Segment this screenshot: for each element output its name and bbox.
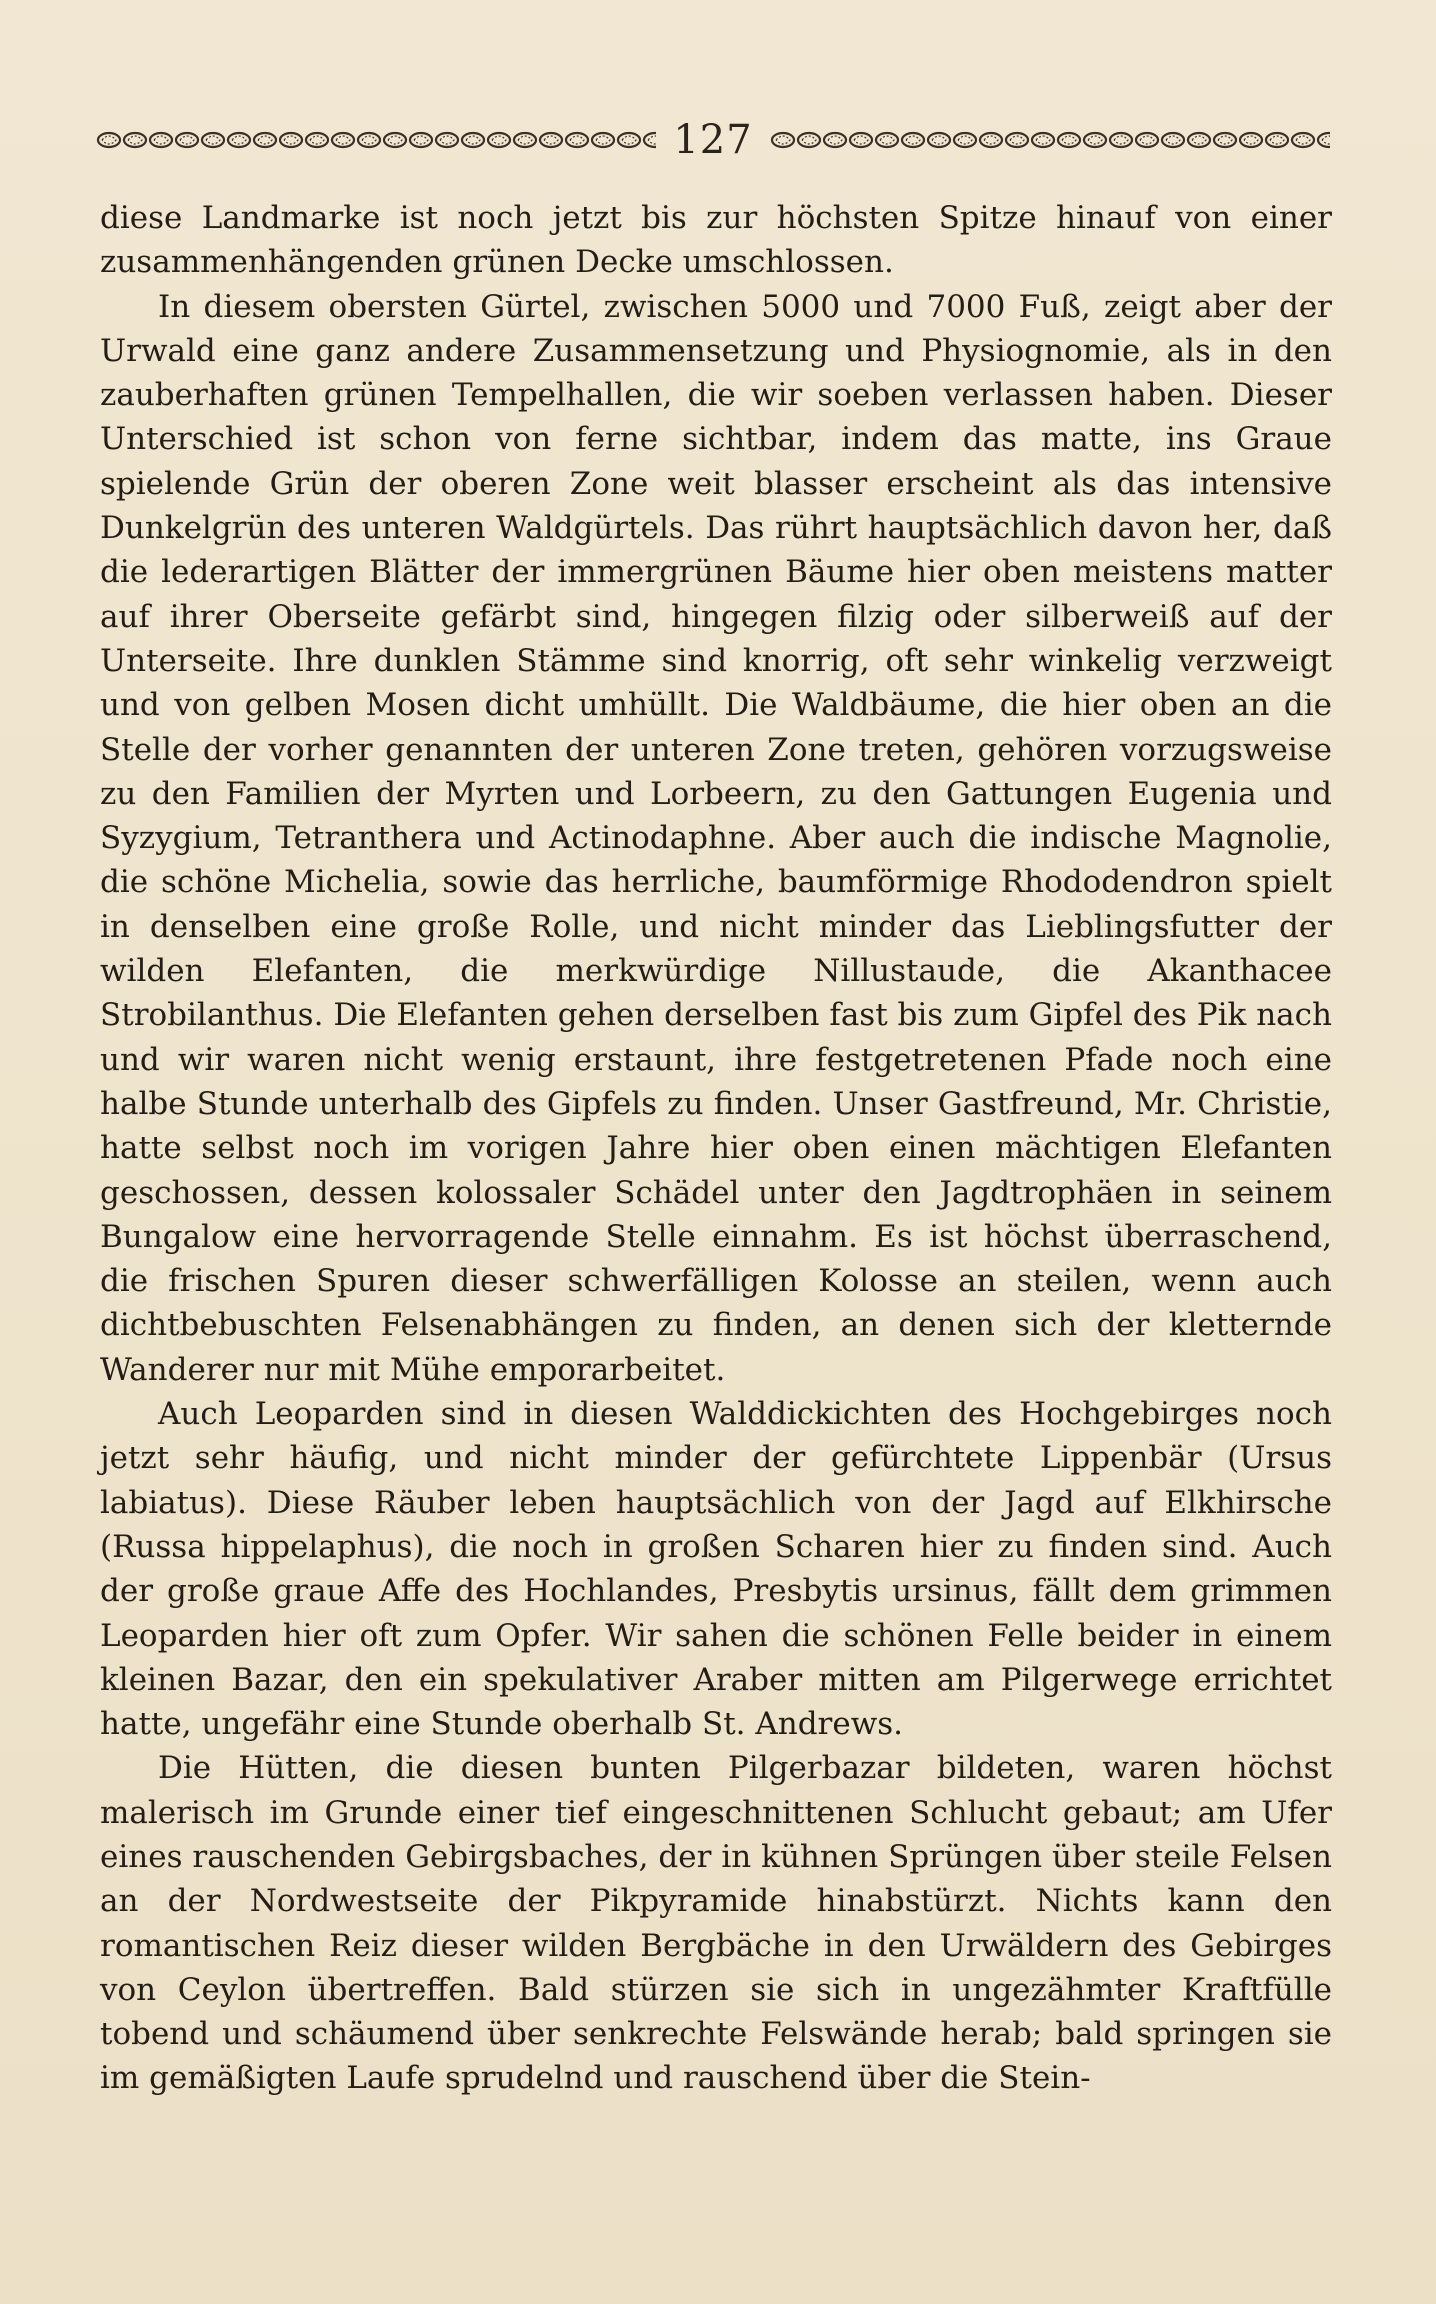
paragraph-2: In diesem obersten Gürtel, zwischen 5000 und 7000 Fuß, zeigt aber der Urwald eine ganz andere Zusammensetzung und Physiognomie, als in den zauberhaften grünen Tempelhallen, die wir soeben verlassen haben. Dieser Unterschied ist schon von ferne sichtbar, indem das matte, ins Graue spielende Grün der oberen Zone weit blasser erscheint als das intensive Dunkelgrün des unteren Waldgürtels. Das rührt hauptsächlich davon her, daß die lederartigen Blätter der immergrünen Bäume hier oben meistens matter auf ihrer Oberseite gefärbt sind, hingegen filzig oder silberweiß auf der Unterseite. Ihre dunklen Stämme sind knorrig, oft sehr winkelig verzweigt und von gelben Mosen dicht umhüllt. Die Waldbäume, die hier oben an die Stelle der vorher genannten der unteren Zone treten, gehören vorzugsweise zu den Familien der Myrten und Lorbeern, zu den Gattungen Eugenia und Syzygium, Tetranthera und Actinodaphne. Aber auch die indische Magnolie, die schöne Michelia, sowie das herrliche, baumförmige Rhododendron spielt in denselben eine große Rolle, und nicht minder das Lieblingsfutter der wilden Elefanten, die merkwürdige Nillustaude, die Akanthacee Strobilanthus. Die Elefanten gehen derselben fast bis zum Gipfel des Pik nach und wir waren nicht wenig erstaunt, ihre festgetretenen Pfade noch eine halbe Stunde unterhalb des Gipfels zu finden. Unser Gastfreund, Mr. Christie, hatte selbst noch im vorigen Jahre hier oben einen mächtigen Elefanten geschossen, dessen kolossaler Schädel unter den Jagdtrophäen in seinem Bungalow eine hervorragende Stelle einnahm. Es ist höchst überraschend, die frischen Spuren dieser schwerfälligen Kolosse an steilen, wenn auch dichtbebuschten Felsenabhängen zu finden, an denen sich der kletternde Wanderer nur mit Mühe emporarbeitet. <box>100 288 1332 1388</box>
left-ornament-border-icon <box>96 126 656 154</box>
right-ornament-border-icon <box>770 126 1330 154</box>
page-number: 127 <box>673 117 753 163</box>
paragraph-3: Auch Leoparden sind in diesen Walddickichten des Hochgebirges noch jetzt sehr häufig, und nicht minder der gefürchtete Lippenbär (Ursus labiatus). Diese Räuber leben hauptsächlich von der Jagd auf Elkhirsche (Russa hippelaphus), die noch in großen Scharen hier zu finden sind. Auch der große graue Affe des Hochlandes, Presbytis ursinus, fällt dem grimmen Leoparden hier oft zum Opfer. Wir sahen die schönen Felle beider in einem kleinen Bazar, den ein spekulativer Araber mitten am Pilgerwege errichtet hatte, ungefähr eine Stunde oberhalb St. Andrews. <box>100 1396 1332 1743</box>
running-header <box>96 112 1330 168</box>
body-text <box>100 196 1332 2101</box>
paragraph-4: Die Hütten, die diesen bunten Pilgerbazar bildeten, waren höchst malerisch im Grunde einer tief eingeschnittenen Schlucht gebaut; am Ufer eines rauschenden Gebirgsbaches, der in kühnen Sprüngen über steile Felsen an der Nordwestseite der Pikpyramide hinabstürzt. Nichts kann den romantischen Reiz dieser wilden Bergbäche in den Urwäldern des Gebirges von Ceylon übertreffen. Bald stürzen sie sich in ungezähmter Kraftfülle tobend und schäumend über senkrechte Felswände herab; bald springen sie im gemäßigten Laufe sprudelnd und rauschend über die Stein- <box>100 1750 1332 2097</box>
paragraph-1: diese Landmarke ist noch jetzt bis zur höchsten Spitze hinauf von einer zusammenhängenden grünen Decke umschlossen. <box>100 200 1332 281</box>
